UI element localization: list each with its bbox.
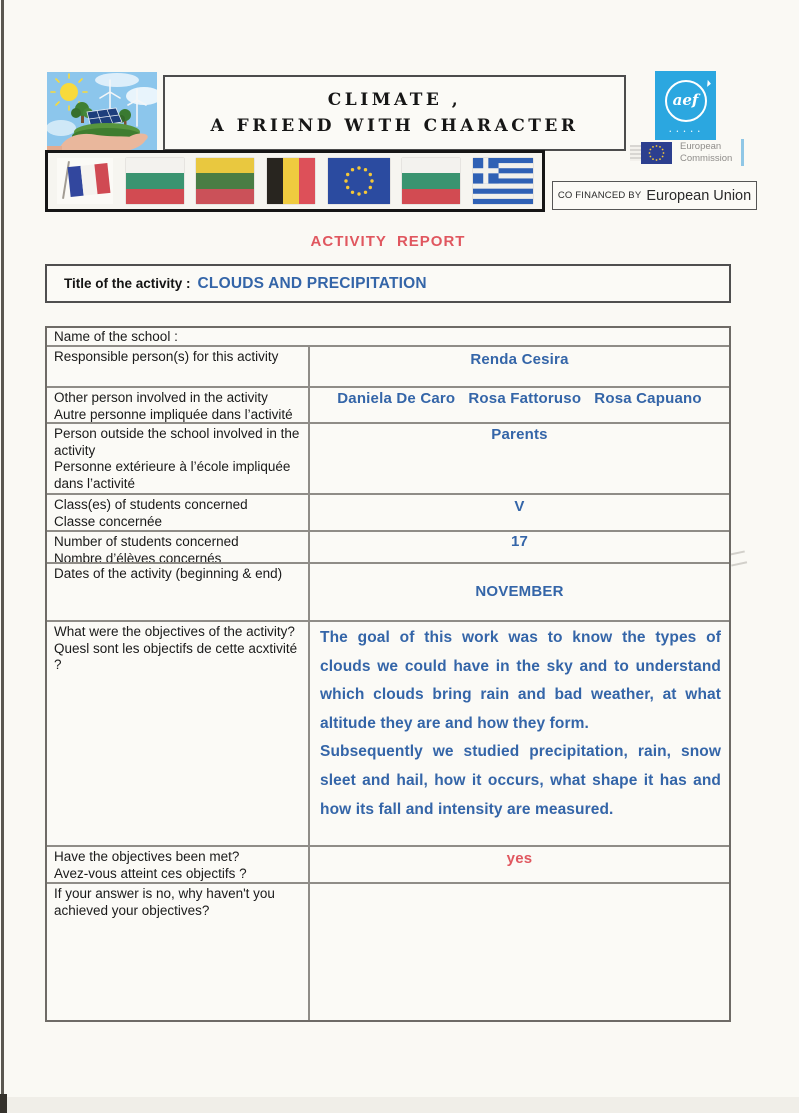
project-title-line1: CLIMATE , [327,90,462,110]
form-label: Number of students concerned [54,534,239,549]
form-label-fr: Autre personne impliquée dans l’activité [54,406,293,422]
form-label: Dates of the activity (beginning & end) [54,566,283,581]
form-label: What were the objectives of the activity? [54,624,295,639]
form-label-fr: Avez-vous atteint ces objectifs ? [54,865,247,881]
scan-edge-bottom [0,1097,799,1113]
form-label: Class(es) of students concerned [54,497,248,512]
form-row-if-no [47,884,729,1020]
ec-accent-bar [741,139,744,166]
ec-label-line2: Commission [680,152,733,164]
form-value: Daniela De Caro Rosa Fattoruso Rosa Capuano [337,390,702,407]
flag-belgium-icon [267,158,315,204]
form-label: Person outside the school involved in the activity [54,426,300,458]
form-label: Name of the school : [54,329,178,344]
flag-lithuania-icon [196,158,254,204]
flag-greece-icon [473,158,533,204]
form-row-objectives-met [47,847,729,884]
scan-corner-mark [0,1094,7,1113]
form-label-fr: Nombre d’élèves concernés [54,550,222,562]
form-label: Have the objectives been met? [54,849,240,864]
objectives-paragraph-1: The goal of this work was to know the types of clouds we could have in the sky and to understand which clouds bring rain and bad weather, at what altitude they are and how they form. [320,629,721,732]
scan-artifact [729,550,747,566]
activity-title-box [45,264,731,303]
project-logo-image [47,72,157,156]
form-row-classes [47,495,729,532]
aef-arrow-icon [700,80,711,90]
flag-eu-icon [328,158,390,204]
project-title-box [163,75,626,151]
scan-edge-left [1,0,4,1113]
aef-logo [655,71,716,140]
activity-title-value: CLOUDS AND PRECIPITATION [197,274,427,292]
form-row-other-person [47,388,729,424]
activity-title-label: Title of the activity : [64,276,191,291]
form-label-fr: Personne extérieure à l’école impliquée dans l’activité [54,459,291,491]
aef-logo-subtext: • • • • • [669,129,702,135]
ec-building-icon [630,145,641,161]
form-value: Parents [491,426,548,443]
form-label-fr: Classe concernée [54,513,163,529]
form-label-fr: Quesl sont les objectifs de cette acxtivité ? [54,640,298,672]
flag-bulgaria-icon [402,158,460,204]
form-label: If your answer is no, why haven't you achieved your objectives? [54,886,275,918]
objectives-paragraph-2: Subsequently we studied precipitation, rain, snow sleet and hail, how it occurs, what shape it has and how its fall and intensity are measured. [320,743,721,818]
cofinanced-box [552,181,757,210]
cofinanced-org: European Union [646,187,752,204]
form-value: NOVEMBER [475,583,564,600]
ec-label [680,141,732,164]
form-row-students-number [47,532,729,564]
form-row-school-name [47,328,729,347]
european-commission-logo [630,139,750,167]
form-value: Renda Cesira [470,351,569,368]
activity-report-heading: ACTIVITY REPORT [310,233,466,250]
form-value: V [514,498,525,515]
aef-circle-icon [665,80,707,122]
partner-flags-strip [45,150,545,212]
form-value [310,884,729,888]
cofinanced-prefix: CO FINANCED BY [557,190,642,201]
project-title-line2: A FRIEND WITH CHARACTER [210,116,579,136]
form-row-objectives [47,622,729,847]
flag-bulgaria-icon [126,158,184,204]
form-value: 17 [510,533,529,550]
form-value: yes [506,850,533,867]
aef-logo-text: aef [672,91,699,109]
form-label: Other person involved in the activity [54,390,268,405]
form-row-responsible [47,347,729,388]
ec-label-line1: European [680,141,722,152]
form-row-dates [47,564,729,622]
eu-flag-icon [641,142,672,164]
activity-form-table [45,326,731,1022]
form-row-person-outside [47,424,729,495]
form-label: Responsible person(s) for this activity [54,349,279,364]
flag-france-icon [57,158,113,204]
